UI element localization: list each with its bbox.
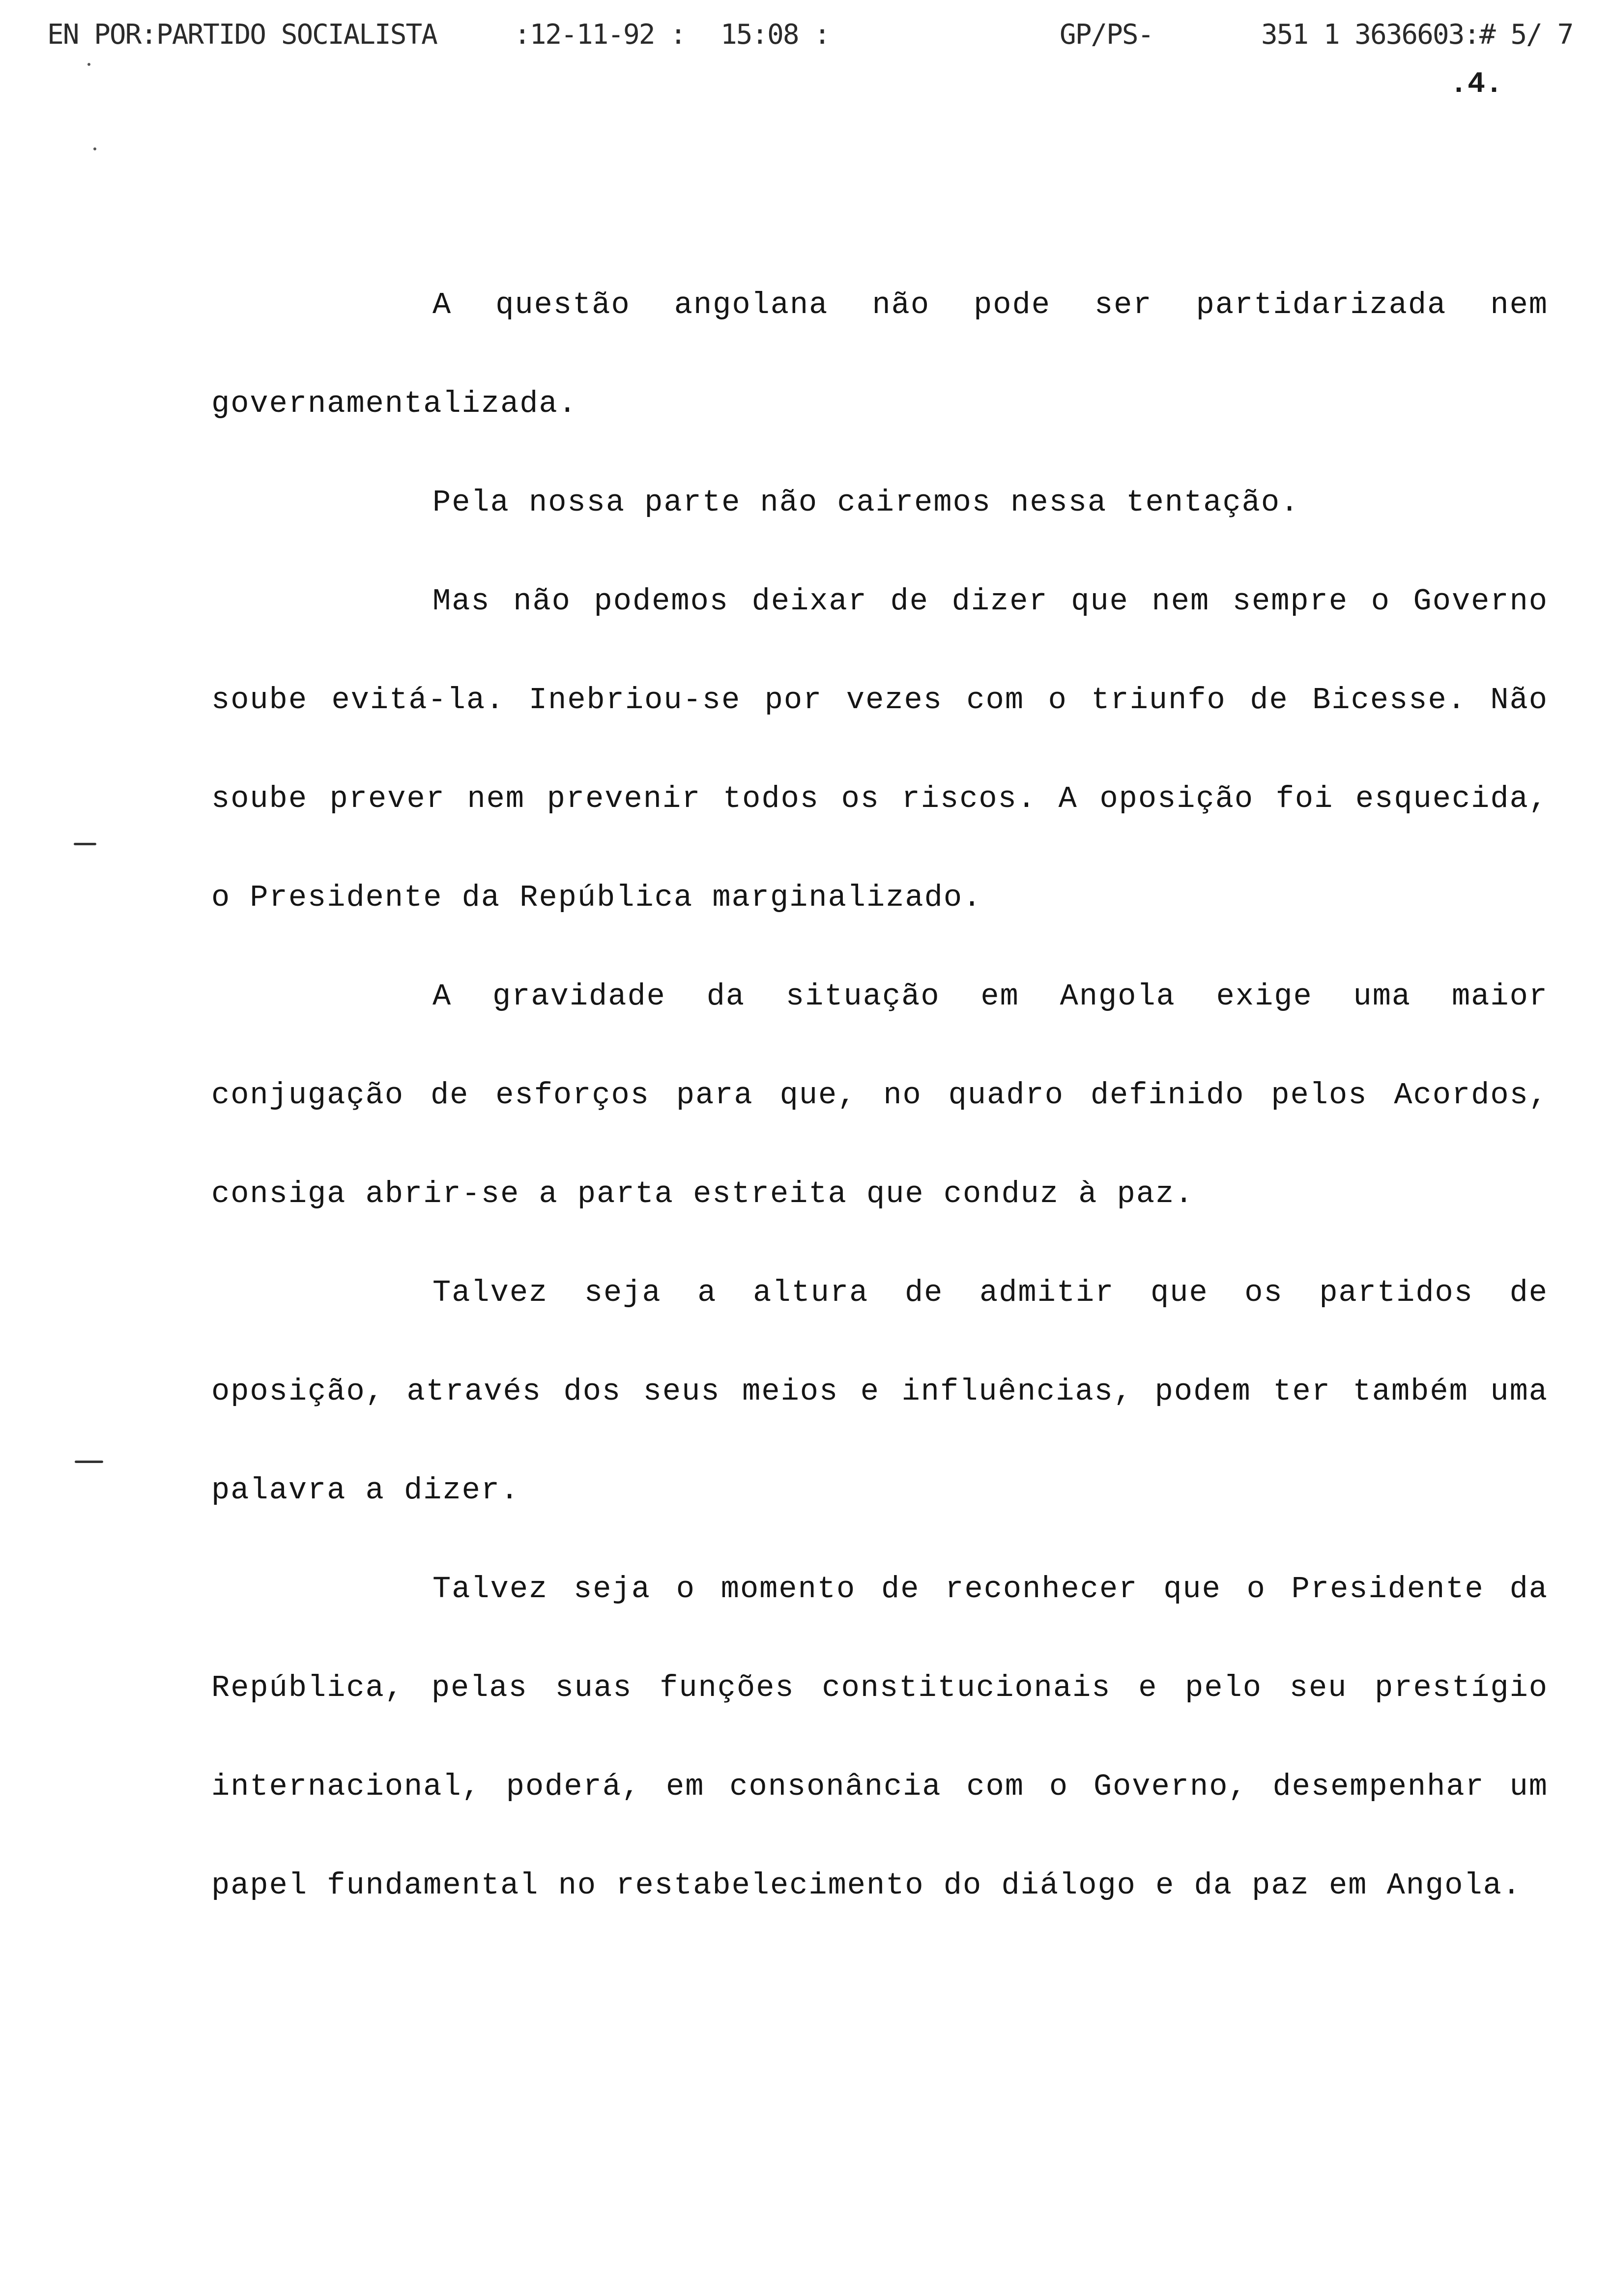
- paragraph: Mas não podemos deixar de dizer que nem sempre o Governo soube evitá-la. Inebriou-se por vezes com o triunfo de Bicesse. Não soube prever nem prevenir todos os riscos. A oposição foi esquecida, o Presidente da República marginalizado.: [211, 584, 1548, 915]
- scan-speck: [87, 63, 90, 66]
- document-body: [211, 256, 1548, 1935]
- paragraph: Talvez seja a altura de admitir que os partidos de oposição, através dos seus meios e influências, podem ter também uma palavra a dizer.: [211, 1275, 1548, 1508]
- fax-date: :12-11-92 :: [514, 19, 686, 51]
- page-number: .4.: [1450, 68, 1503, 101]
- margin-dash-mark: [74, 843, 96, 845]
- paragraph: Pela nossa parte não cairemos nessa tentação.: [432, 485, 1300, 520]
- paragraph: A gravidade da situação em Angola exige uma maior conjugação de esforços para que, no quadro definido pelos Acordos, consiga abrir-se a parta estreita que conduz à paz.: [211, 979, 1548, 1211]
- fax-number-page: 351 1 3636603:# 5/ 7: [1261, 19, 1573, 51]
- scan-speck: [93, 147, 96, 150]
- margin-dash-mark: [75, 1461, 103, 1463]
- fax-sender: EN POR:PARTIDO SOCIALISTA: [47, 19, 437, 51]
- paragraph: A questão angolana não pode ser partidarizada nem governamentalizada.: [211, 287, 1548, 421]
- fax-time: 15:08 :: [720, 19, 830, 51]
- paragraph: Talvez seja o momento de reconhecer que o Presidente da República, pelas suas funções constitucionais e pelo seu prestígio internacional, poderá, em consonância com o Governo, desempenhar um papel fundamental no restabelecimento do diálogo e da paz em Angola.: [211, 1572, 1548, 1903]
- fax-department: GP/PS-: [1060, 19, 1153, 51]
- fax-transmission-header: [47, 19, 1585, 63]
